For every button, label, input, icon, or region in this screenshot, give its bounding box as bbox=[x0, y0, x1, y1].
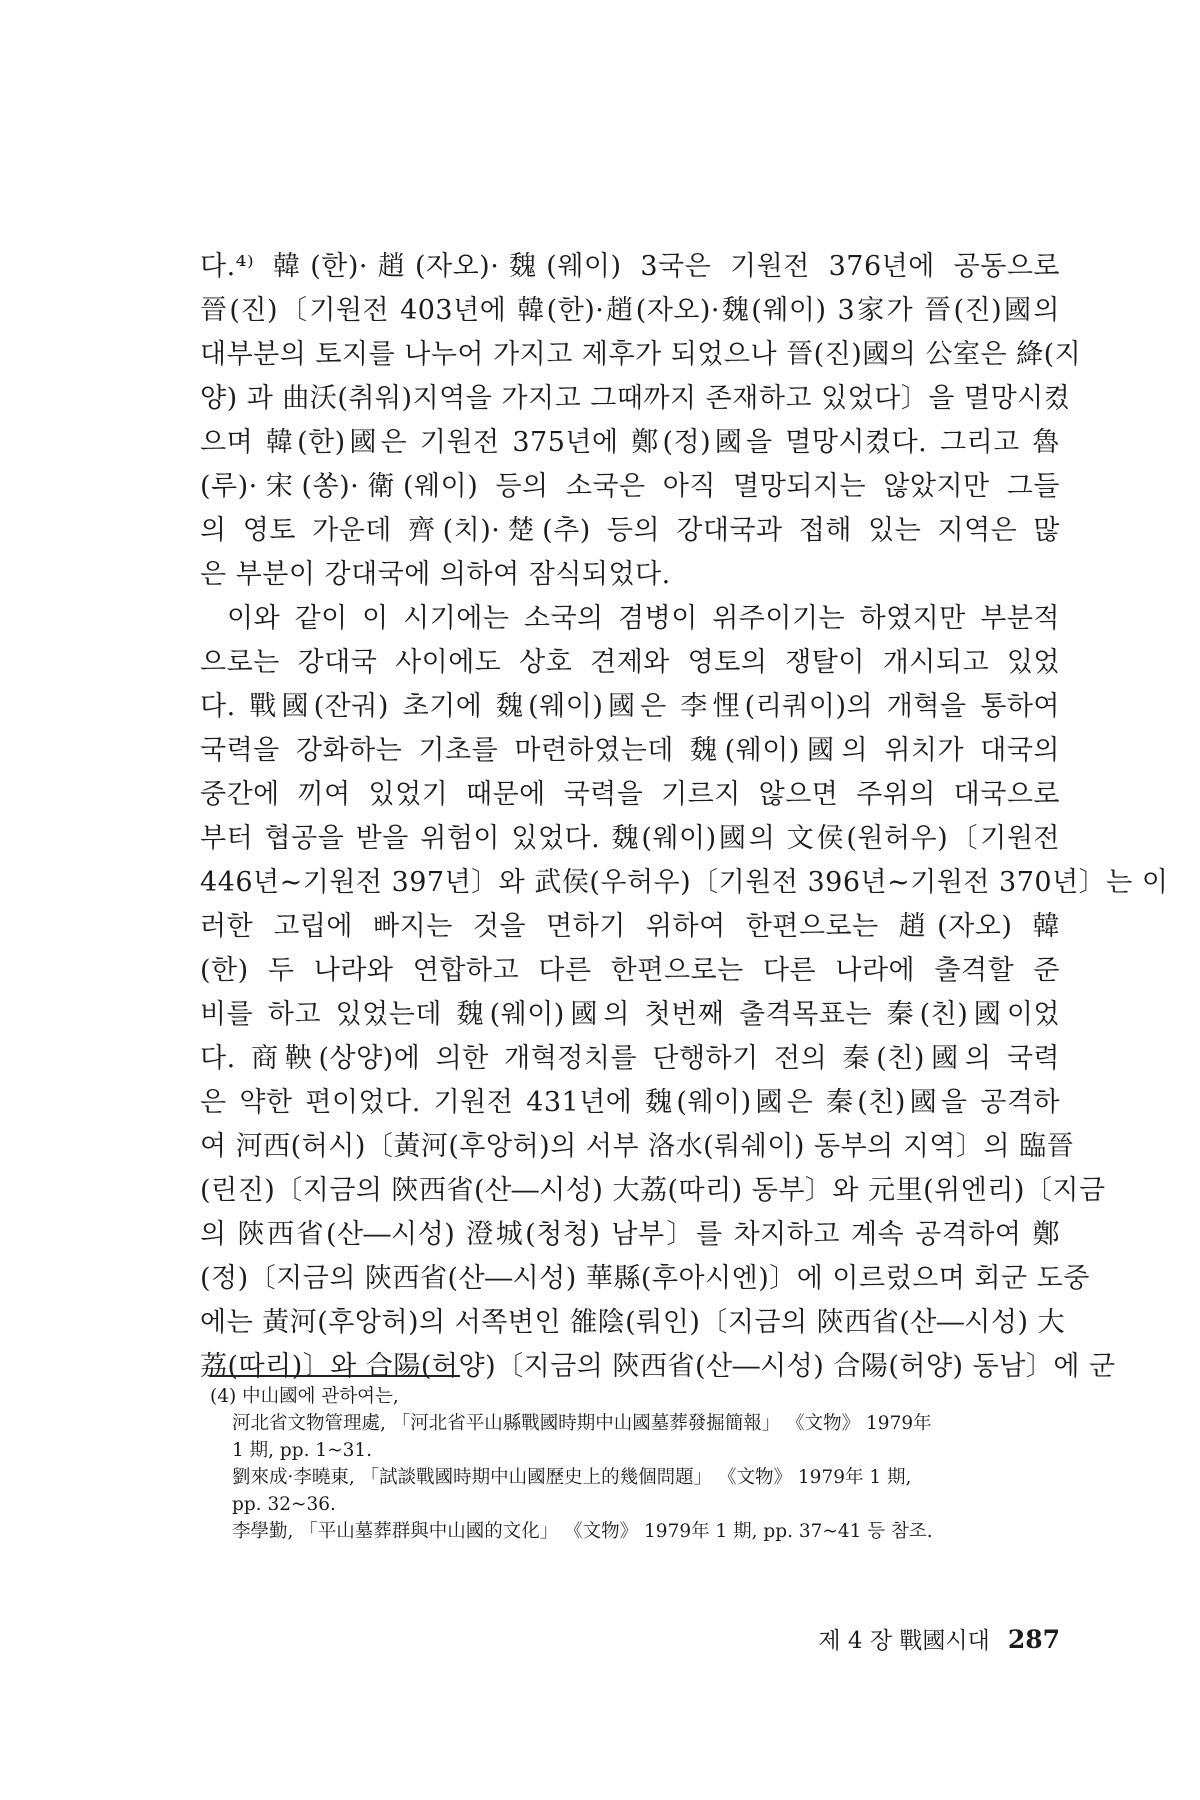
text-line: 다. 戰國(잔궈) 초기에 魏(웨이)國은 李悝(리쿼이)의 개혁을 통하여 bbox=[200, 691, 1060, 722]
footnote-heading: (4) 中山國에 관하여는, bbox=[210, 1386, 399, 1407]
footnote-line: 李學勤, 「平山墓葬群與中山國的文化」 《文物》 1979年 1 期, pp. 37~41 등 참조. bbox=[232, 1521, 933, 1542]
footnote-line: 1 期, pp. 1~31. bbox=[232, 1440, 373, 1461]
text-line: 양) 과 曲沃(취워)지역을 가지고 그때까지 존재하고 있었다〕을 멸망시켰 bbox=[200, 383, 1071, 414]
text-line: 부터 협공을 받을 위험이 있었다. 魏(웨이)國의 文侯(원허우)〔기원전 bbox=[200, 823, 1060, 854]
text-line: 은 부분이 강대국에 의하여 잠식되었다. bbox=[200, 559, 671, 590]
footnote-divider bbox=[210, 1375, 460, 1377]
text-line: (린진)〔지금의 陝西省(산―시성) 大荔(따리) 동부〕와 元里(위엔리)〔지금 bbox=[200, 1175, 1106, 1206]
running-footer bbox=[740, 1625, 1060, 1656]
text-line: 대부분의 토지를 나누어 가지고 제후가 되었으나 晉(진)國의 公室은 絳(지 bbox=[200, 339, 1082, 370]
text-line: 은 약한 편이었다. 기원전 431년에 魏(웨이)國은 秦(친)國을 공격하 bbox=[200, 1087, 1060, 1118]
text-line: 으며 韓(한)國은 기원전 375년에 鄭(정)國을 멸망시켰다. 그리고 魯 bbox=[200, 427, 1060, 458]
text-line: (정)〔지금의 陝西省(산―시성) 華縣(후아시엔)〕에 이르렀으며 회군 도중 bbox=[200, 1263, 1090, 1294]
text-line: 이와 같이 이 시기에는 소국의 겸병이 위주이기는 하였지만 부분적 bbox=[227, 603, 1060, 634]
text-line: (루)·宋(쏭)·衛(웨이) 등의 소국은 아직 멸망되지는 않았지만 그들 bbox=[200, 471, 1060, 502]
text-line: (한) 두 나라와 연합하고 다른 한편으로는 다른 나라에 출격할 준 bbox=[200, 955, 1060, 986]
page-number: 287 bbox=[1007, 1625, 1060, 1654]
text-line: 의 陝西省(산―시성) 澄城(청청) 남부〕를 차지하고 계속 공격하여 鄭 bbox=[200, 1219, 1060, 1250]
footnote-line: 劉來成·李曉東, 「試談戰國時期中山國歷史上的幾個問題」 《文物》 1979年 1 期, bbox=[232, 1467, 912, 1488]
text-line: 으로는 강대국 사이에도 상호 견제와 영토의 쟁탈이 개시되고 있었 bbox=[200, 647, 1060, 678]
text-line: 에는 黃河(후앙허)의 서쪽변인 雒陰(뤄인)〔지금의 陝西省(산―시성) 大 bbox=[200, 1307, 1066, 1338]
footnotes bbox=[210, 1383, 1060, 1545]
text-line: 의 영토 가운데 齊(치)·楚(추) 등의 강대국과 접해 있는 지역은 많 bbox=[200, 515, 1060, 546]
text-line: 荔(따리)〕와 合陽(허양)〔지금의 陝西省(산―시성) 合陽(허양) 동남〕에 군 bbox=[200, 1351, 1116, 1382]
main-text bbox=[200, 245, 1169, 1389]
text-line: 다.⁴⁾ 韓(한)·趙(자오)·魏(웨이) 3국은 기원전 376년에 공동으로 bbox=[200, 251, 1060, 282]
text-line: 다. 商鞅(상양)에 의한 개혁정치를 단행하기 전의 秦(친)國의 국력 bbox=[200, 1043, 1060, 1074]
text-line: 446년~기원전 397년〕와 武侯(우허우)〔기원전 396년~기원전 370년〕는 이 bbox=[200, 867, 1169, 898]
chapter-title: 제 4 장 戰國시대 bbox=[818, 1628, 990, 1654]
text-line: 국력을 강화하는 기초를 마련하였는데 魏(웨이)國의 위치가 대국의 bbox=[200, 735, 1060, 766]
text-line: 비를 하고 있었는데 魏(웨이)國의 첫번째 출격목표는 秦(친)國이었 bbox=[200, 999, 1060, 1030]
footnote-line: pp. 32~36. bbox=[232, 1494, 336, 1515]
text-line: 중간에 끼여 있었기 때문에 국력을 기르지 않으면 주위의 대국으로 bbox=[200, 779, 1060, 810]
text-line: 여 河西(허시)〔黃河(후앙허)의 서부 洛水(뤄쉐이) 동부의 지역〕의 臨晉 bbox=[200, 1131, 1075, 1162]
text-line: 러한 고립에 빠지는 것을 면하기 위하여 한편으로는 趙(자오) 韓 bbox=[200, 911, 1060, 942]
text-line: 晉(진)〔기원전 403년에 韓(한)·趙(자오)·魏(웨이) 3家가 晉(진)國의 bbox=[200, 295, 1060, 326]
footnote-line: 河北省文物管理處, 「河北省平山縣戰國時期中山國墓葬發掘簡報」 《文物》 1979年 bbox=[232, 1413, 932, 1434]
